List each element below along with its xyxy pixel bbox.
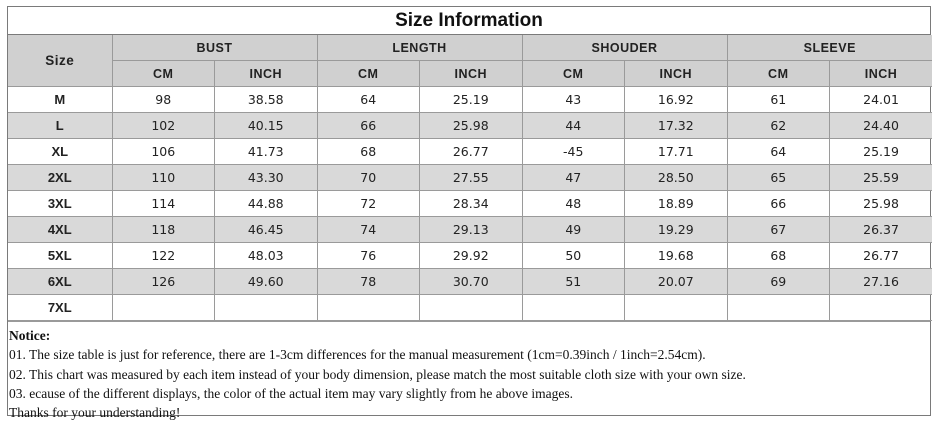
table-cell: 26.37 — [830, 217, 933, 243]
group-header-row — [8, 35, 932, 61]
notice-line: 02. This chart was measured by each item instead of your body dimension, please match the most suitable cloth size with your own size. — [9, 366, 746, 382]
table-cell — [215, 295, 318, 321]
table-cell: 44 — [522, 113, 625, 139]
length-header: LENGTH — [317, 35, 522, 61]
table-cell: 40.15 — [215, 113, 318, 139]
table-cell: 61 — [727, 87, 830, 113]
table-cell: 70 — [317, 165, 420, 191]
table-cell: 27.55 — [420, 165, 523, 191]
table-cell: 17.32 — [625, 113, 728, 139]
unit-header: INCH — [625, 61, 728, 87]
table-row — [8, 113, 932, 139]
size-label: L — [8, 113, 112, 139]
unit-header: INCH — [215, 61, 318, 87]
table-cell: 110 — [112, 165, 215, 191]
notice-line: Thanks for your understanding! — [9, 405, 181, 421]
table-cell: 106 — [112, 139, 215, 165]
table-cell: 38.58 — [215, 87, 318, 113]
table-cell: 43 — [522, 87, 625, 113]
table-cell: 43.30 — [215, 165, 318, 191]
table-row — [8, 139, 932, 165]
table-cell: 24.40 — [830, 113, 933, 139]
notice-line: 01. The size table is just for reference, there are 1-3cm differences for the manual measurement (1cm=0.39inch / 1inch=2.54cm). — [9, 347, 706, 363]
table-cell: 20.07 — [625, 269, 728, 295]
table-row — [8, 217, 932, 243]
table-row — [8, 295, 932, 321]
table-cell: 19.68 — [625, 243, 728, 269]
table-cell: 72 — [317, 191, 420, 217]
table-cell: 114 — [112, 191, 215, 217]
table-cell: 76 — [317, 243, 420, 269]
unit-header: CM — [727, 61, 830, 87]
table-cell: 28.50 — [625, 165, 728, 191]
size-label: 3XL — [8, 191, 112, 217]
chart-title: Size Information — [8, 7, 930, 35]
notice-heading: Notice: — [9, 328, 51, 343]
table-cell — [112, 295, 215, 321]
table-cell: 41.73 — [215, 139, 318, 165]
table-cell: 66 — [317, 113, 420, 139]
table-cell: 98 — [112, 87, 215, 113]
unit-header: INCH — [830, 61, 933, 87]
table-cell: 25.19 — [830, 139, 933, 165]
size-label: 6XL — [8, 269, 112, 295]
table-cell: 17.71 — [625, 139, 728, 165]
table-cell: 69 — [727, 269, 830, 295]
table-cell: 27.16 — [830, 269, 933, 295]
table-cell: 102 — [112, 113, 215, 139]
table-row — [8, 191, 932, 217]
size-column-header: Size — [8, 35, 112, 87]
notice-line: 03. ecause of the different displays, the color of the actual item may vary slightly from he above images. — [9, 385, 573, 401]
table-cell: 25.59 — [830, 165, 933, 191]
table-cell: 65 — [727, 165, 830, 191]
notice-section — [8, 321, 930, 422]
table-cell: 49.60 — [215, 269, 318, 295]
table-cell: 26.77 — [830, 243, 933, 269]
table-cell: 67 — [727, 217, 830, 243]
table-row — [8, 269, 932, 295]
table-cell: 78 — [317, 269, 420, 295]
table-cell: 46.45 — [215, 217, 318, 243]
table-cell: 62 — [727, 113, 830, 139]
size-label: XL — [8, 139, 112, 165]
table-cell: 64 — [727, 139, 830, 165]
size-chart — [7, 6, 931, 421]
size-label: 7XL — [8, 295, 112, 321]
table-cell: 29.13 — [420, 217, 523, 243]
table-cell: 48 — [522, 191, 625, 217]
table-cell: 25.19 — [420, 87, 523, 113]
unit-header: CM — [112, 61, 215, 87]
table-cell: 51 — [522, 269, 625, 295]
table-cell: 25.98 — [420, 113, 523, 139]
table-cell: 30.70 — [420, 269, 523, 295]
shoulder-header: SHOUDER — [522, 35, 727, 61]
table-row — [8, 243, 932, 269]
unit-header: CM — [317, 61, 420, 87]
table-cell: 19.29 — [625, 217, 728, 243]
unit-header: INCH — [420, 61, 523, 87]
table-cell: 118 — [112, 217, 215, 243]
sleeve-header: SLEEVE — [727, 35, 932, 61]
table-cell: 74 — [317, 217, 420, 243]
unit-header-row — [8, 61, 932, 87]
table-cell — [522, 295, 625, 321]
bust-header: BUST — [112, 35, 317, 61]
size-table — [8, 35, 932, 321]
table-cell: 50 — [522, 243, 625, 269]
size-label: 4XL — [8, 217, 112, 243]
table-cell — [727, 295, 830, 321]
table-cell: 44.88 — [215, 191, 318, 217]
table-cell: 48.03 — [215, 243, 318, 269]
table-cell: 122 — [112, 243, 215, 269]
table-cell: 68 — [727, 243, 830, 269]
table-cell: 49 — [522, 217, 625, 243]
table-cell — [420, 295, 523, 321]
table-cell — [317, 295, 420, 321]
size-label: M — [8, 87, 112, 113]
table-cell: 47 — [522, 165, 625, 191]
table-cell: 64 — [317, 87, 420, 113]
table-cell: 25.98 — [830, 191, 933, 217]
table-cell: 26.77 — [420, 139, 523, 165]
table-cell: 126 — [112, 269, 215, 295]
table-row — [8, 165, 932, 191]
table-cell: 29.92 — [420, 243, 523, 269]
table-cell: -45 — [522, 139, 625, 165]
table-cell: 28.34 — [420, 191, 523, 217]
table-cell: 24.01 — [830, 87, 933, 113]
size-label: 5XL — [8, 243, 112, 269]
table-cell — [830, 295, 933, 321]
unit-header: CM — [522, 61, 625, 87]
table-cell: 16.92 — [625, 87, 728, 113]
table-cell: 66 — [727, 191, 830, 217]
table-cell: 68 — [317, 139, 420, 165]
table-cell — [625, 295, 728, 321]
table-row — [8, 87, 932, 113]
table-cell: 18.89 — [625, 191, 728, 217]
size-label: 2XL — [8, 165, 112, 191]
